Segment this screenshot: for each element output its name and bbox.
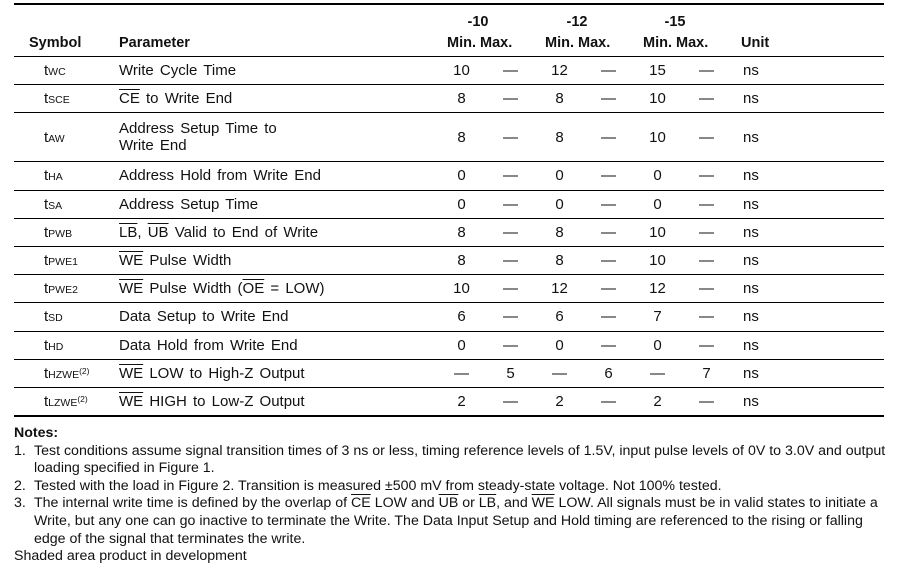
parameter-text: Address Setup Time to Write End	[119, 120, 277, 155]
min-value-cell: 2	[433, 387, 490, 416]
max-value-cell: —	[588, 246, 629, 274]
symbol-cell	[14, 246, 108, 274]
max-value-cell: —	[588, 57, 629, 85]
grade-header-12: -12	[566, 14, 588, 30]
max-value-cell: —	[588, 218, 629, 246]
shaded-area-note: Shaded area product in development	[14, 548, 247, 565]
unit-cell: ns	[727, 331, 884, 359]
unit-column-header: Unit	[741, 35, 770, 51]
symbol-subscript: SA	[48, 199, 63, 212]
min-value-cell: 8	[433, 113, 490, 162]
table-body	[14, 57, 884, 416]
grade-header-15: -15	[664, 14, 686, 30]
symbol-subscript: HD	[48, 340, 64, 353]
parameter-text-rest: LOW to High-Z Output	[143, 364, 305, 382]
min-value-cell: 0	[531, 331, 588, 359]
parameter-text: Data Hold from Write End	[119, 336, 298, 354]
symbol-cell	[14, 113, 108, 162]
min-value-cell: —	[531, 359, 588, 387]
min-value-cell: 8	[531, 113, 588, 162]
note-2-number: 2.	[14, 477, 26, 494]
max-value-cell: 5	[490, 359, 531, 387]
min-value-cell: 10	[629, 113, 686, 162]
table-row	[14, 359, 884, 387]
symbol-t: t	[44, 280, 49, 298]
min-value-cell: 0	[629, 331, 686, 359]
min-value-cell: 12	[629, 275, 686, 303]
symbol-superscript: (2)	[77, 393, 88, 404]
table-row	[14, 162, 884, 190]
parameter-cell	[108, 303, 433, 331]
symbol-subscript: SD	[48, 312, 63, 325]
symbol-t: t	[44, 90, 49, 108]
max-value-cell: —	[490, 162, 531, 190]
note-3-part-a: The internal write time is defined by the overlap of	[34, 495, 352, 512]
max-value-cell: —	[490, 190, 531, 218]
note-2-text: Tested with the load in Figure 2. Transition is measured ±500 mV from steady-state voltage. Not 100% tested.	[34, 477, 722, 494]
symbol-t: t	[44, 128, 49, 146]
max-value-cell: —	[490, 303, 531, 331]
min-value-cell: 0	[433, 162, 490, 190]
unit-cell: ns	[727, 218, 884, 246]
unit-cell: ns	[727, 275, 884, 303]
parameter-cell	[108, 275, 433, 303]
table-row	[14, 85, 884, 113]
symbol-superscript: (2)	[79, 365, 90, 376]
max-value-cell: —	[686, 275, 727, 303]
unit-cell: ns	[727, 387, 884, 416]
max-value-cell: —	[588, 303, 629, 331]
note-3-part-e: LOW. All signals must be in valid states to initiate a Write, but any one can go inactive to terminate the Write. The Data Input Setup and Hold timing are referenced to the rising or falling edge of the signal that terminates the write.	[34, 495, 878, 547]
parameter-text: Address Setup Time	[119, 195, 259, 213]
parameter-signal: $\overline{WE}$	[119, 252, 144, 270]
note-3-part-d: , and	[496, 495, 532, 512]
max-value-cell: —	[588, 113, 629, 162]
min-value-cell: 12	[531, 275, 588, 303]
parameter-cell	[108, 162, 433, 190]
minmax-header-12: Min. Max.	[545, 35, 611, 51]
max-value-cell: —	[588, 275, 629, 303]
min-value-cell: 7	[629, 303, 686, 331]
table-row	[14, 303, 884, 331]
table-row	[14, 387, 884, 416]
min-value-cell: 10	[629, 218, 686, 246]
parameter-signal: $\overline{CE}$	[119, 90, 140, 108]
parameter-cell	[108, 387, 433, 416]
note-3	[14, 495, 894, 548]
min-value-cell: 2	[629, 387, 686, 416]
parameter-text: Address Hold from Write End	[119, 167, 321, 185]
max-value-cell: —	[686, 162, 727, 190]
max-value-cell: —	[686, 387, 727, 416]
minmax-header-15: Min. Max.	[643, 35, 709, 51]
symbol-subscript: PWB	[48, 227, 73, 240]
parameter-text: Write Cycle Time	[119, 62, 237, 80]
min-value-cell: 8	[531, 246, 588, 274]
symbol-t: t	[44, 392, 49, 410]
unit-cell: ns	[727, 57, 884, 85]
table-row	[14, 113, 884, 162]
max-value-cell: —	[588, 331, 629, 359]
parameter-text-rest: = LOW)	[264, 280, 325, 298]
symbol-cell	[14, 57, 108, 85]
unit-cell: ns	[727, 113, 884, 162]
symbol-cell	[14, 162, 108, 190]
note-3-part-c: or	[458, 495, 479, 512]
unit-cell: ns	[727, 359, 884, 387]
table-row	[14, 218, 884, 246]
note-3-we-signal: $\overline{WE}$	[531, 495, 555, 512]
max-value-cell: —	[588, 162, 629, 190]
note-1-number: 1.	[14, 442, 26, 459]
notes-title: Notes:	[14, 425, 59, 441]
min-value-cell: 0	[433, 331, 490, 359]
min-value-cell: 0	[629, 162, 686, 190]
symbol-t: t	[44, 223, 49, 241]
table-row	[14, 57, 884, 85]
min-value-cell: 8	[433, 246, 490, 274]
write-cycle-timing-table	[14, 57, 884, 417]
symbol-cell	[14, 359, 108, 387]
parameter-text-rest: Pulse Width	[143, 252, 232, 270]
max-value-cell: —	[588, 387, 629, 416]
note-3-text	[34, 495, 894, 548]
note-3-ce-signal: $\overline{CE}$	[351, 495, 371, 512]
note-3-number: 3.	[14, 495, 26, 512]
min-value-cell: 8	[531, 85, 588, 113]
symbol-subscript: AW	[48, 132, 65, 145]
symbol-cell	[14, 303, 108, 331]
symbol-cell	[14, 85, 108, 113]
symbol-cell	[14, 387, 108, 416]
symbol-subscript: PWE2	[48, 284, 78, 297]
max-value-cell: —	[588, 190, 629, 218]
max-value-cell: —	[588, 85, 629, 113]
table-row	[14, 275, 884, 303]
symbol-cell	[14, 275, 108, 303]
min-value-cell: 15	[629, 57, 686, 85]
parameter-signal: $\overline{WE}$	[119, 392, 144, 410]
min-value-cell: 12	[531, 57, 588, 85]
parameter-signal: $\overline{WE}$	[119, 364, 144, 382]
symbol-cell	[14, 190, 108, 218]
max-value-cell: —	[490, 113, 531, 162]
symbol-t: t	[44, 195, 49, 213]
max-value-cell: —	[490, 85, 531, 113]
min-value-cell: 0	[433, 190, 490, 218]
note-1	[14, 443, 894, 478]
parameter-cell	[108, 218, 433, 246]
max-value-cell: —	[490, 246, 531, 274]
parameter-cell	[108, 359, 433, 387]
max-value-cell: —	[686, 85, 727, 113]
min-value-cell: 6	[433, 303, 490, 331]
symbol-subscript: HA	[48, 171, 63, 184]
min-value-cell: 10	[433, 275, 490, 303]
grade-header-10: -10	[467, 14, 489, 30]
min-value-cell: 10	[433, 57, 490, 85]
note-3-lb-signal: $\overline{LB}$	[478, 495, 497, 512]
notes-section	[14, 425, 894, 566]
unit-cell: ns	[727, 303, 884, 331]
min-value-cell: 6	[531, 303, 588, 331]
parameter-cell	[108, 113, 433, 162]
symbol-t: t	[44, 252, 49, 270]
parameter-signal: $\overline{LB}$	[119, 223, 138, 241]
symbol-subscript: LZWE	[48, 396, 78, 409]
parameter-text-rest: Valid to End of Write	[168, 223, 319, 241]
table-row	[14, 331, 884, 359]
parameter-cell	[108, 190, 433, 218]
max-value-cell: —	[686, 303, 727, 331]
min-value-cell: 0	[629, 190, 686, 218]
symbol-subscript: PWE1	[48, 256, 78, 269]
max-value-cell: —	[490, 275, 531, 303]
symbol-t: t	[44, 364, 49, 382]
max-value-cell: —	[686, 246, 727, 274]
parameter-signal-2: $\overline{OE}$	[242, 280, 265, 298]
parameter-cell	[108, 57, 433, 85]
note-3-ub-signal: $\overline{UB}$	[438, 495, 459, 512]
symbol-column-header: Symbol	[29, 35, 82, 51]
symbol-cell	[14, 331, 108, 359]
parameter-signal-2: $\overline{UB}$	[147, 223, 169, 241]
symbol-subscript: HZWE	[48, 368, 80, 381]
table-row	[14, 246, 884, 274]
max-value-cell: —	[686, 113, 727, 162]
min-value-cell: 0	[531, 162, 588, 190]
min-value-cell: 2	[531, 387, 588, 416]
parameter-signal: $\overline{WE}$	[119, 280, 144, 298]
max-value-cell: —	[490, 57, 531, 85]
min-value-cell: 10	[629, 246, 686, 274]
min-value-cell: —	[433, 359, 490, 387]
max-value-cell: 7	[686, 359, 727, 387]
table-row	[14, 190, 884, 218]
parameter-text-mid: ,	[137, 223, 148, 241]
min-value-cell: 8	[433, 218, 490, 246]
max-value-cell: —	[686, 57, 727, 85]
unit-cell: ns	[727, 85, 884, 113]
parameter-text-mid: Pulse Width (	[143, 280, 243, 298]
parameter-cell	[108, 331, 433, 359]
parameter-text-rest: to Write End	[139, 90, 233, 108]
min-value-cell: 8	[531, 218, 588, 246]
max-value-cell: —	[490, 331, 531, 359]
max-value-cell: —	[490, 387, 531, 416]
min-value-cell: 8	[433, 85, 490, 113]
minmax-header-10: Min. Max.	[447, 35, 513, 51]
max-value-cell: —	[490, 218, 531, 246]
table-top-rule	[14, 3, 884, 5]
parameter-cell	[108, 85, 433, 113]
parameter-text: Data Setup to Write End	[119, 308, 289, 326]
symbol-subscript: SCE	[48, 94, 70, 107]
symbol-t: t	[44, 62, 49, 80]
symbol-cell	[14, 218, 108, 246]
symbol-t: t	[44, 336, 49, 354]
note-3-part-b: LOW and	[370, 495, 439, 512]
symbol-t: t	[44, 308, 49, 326]
unit-cell: ns	[727, 190, 884, 218]
symbol-subscript: WC	[48, 66, 66, 79]
min-value-cell: —	[629, 359, 686, 387]
max-value-cell: —	[686, 190, 727, 218]
symbol-t: t	[44, 167, 49, 185]
max-value-cell: —	[686, 331, 727, 359]
parameter-column-header: Parameter	[119, 35, 190, 51]
max-value-cell: —	[686, 218, 727, 246]
note-1-text: Test conditions assume signal transition times of 3 ns or less, timing reference levels of 1.5V, input pulse levels of 0V to 3.0V and output loading specified in Figure 1.	[34, 442, 886, 477]
unit-cell: ns	[727, 162, 884, 190]
parameter-text-rest: HIGH to Low-Z Output	[143, 392, 305, 410]
parameter-cell	[108, 246, 433, 274]
note-2	[14, 478, 894, 496]
unit-cell: ns	[727, 246, 884, 274]
min-value-cell: 0	[531, 190, 588, 218]
max-value-cell: 6	[588, 359, 629, 387]
min-value-cell: 10	[629, 85, 686, 113]
